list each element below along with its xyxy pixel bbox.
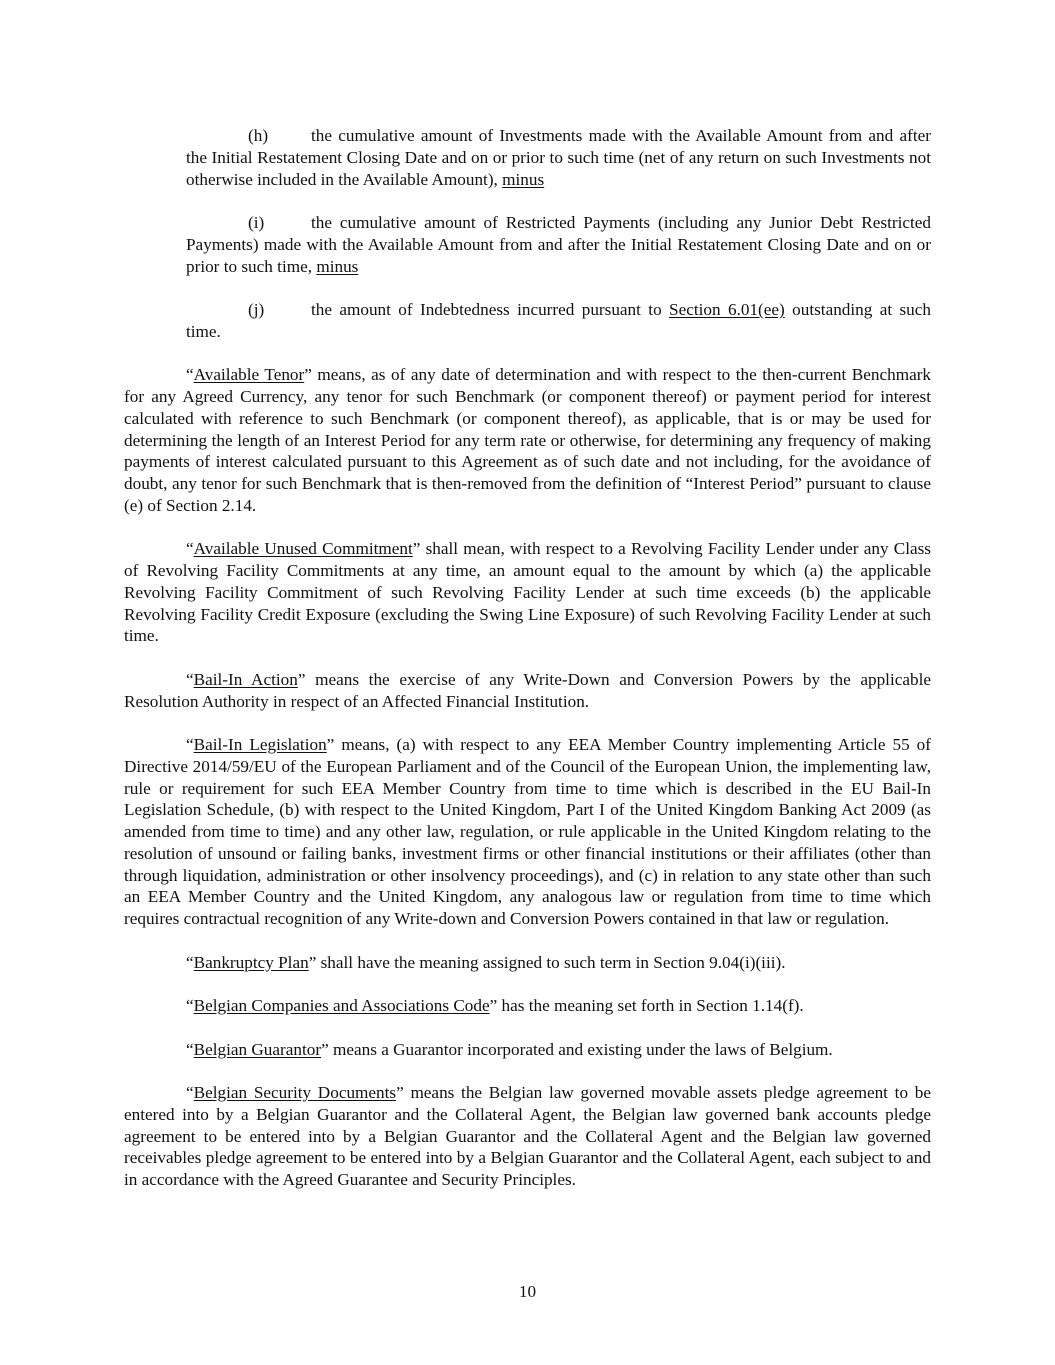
clause-link[interactable]: Section 6.01(ee) — [669, 300, 785, 319]
clause-item — [186, 299, 931, 343]
definition-text: ” means, as of any date of determination and with respect to the then-current Benchmark for any Agreed Currency, any tenor for such Benchmark (or component thereof) or payment period for interest calculated with reference to such Benchmark (or component thereof), as applicable, that is or may be used for determining the length of an Interest Period for any term rate or otherwise, for determining any frequency of making payments of interest calculated pursuant to this Agreement as of such date and not including, for the avoidance of doubt, any tenor for such Benchmark that is then-removed from the definition of “Interest Period” pursuant to clause (e) of Section 2.14. — [124, 365, 932, 515]
page-number: 10 — [518, 1282, 537, 1301]
clause-label: (i) — [248, 213, 265, 232]
defined-term: Belgian Companies and Associations Code — [193, 996, 490, 1015]
defined-term: Bankruptcy Plan — [193, 952, 309, 972]
definition-paragraph — [124, 734, 931, 930]
definition-text: ” means the exercise of any Write-Down and Conversion Powers by the applicable Resolution Authority in respect of an Affected Financial Institution. — [124, 669, 931, 711]
definition-text: ” means a Guarantor incorporated and existing under the laws of Belgium. — [321, 1039, 833, 1059]
defined-term: Available Tenor — [193, 365, 305, 385]
open-quote: “ — [186, 1083, 194, 1102]
definition-paragraph — [124, 995, 931, 1017]
clause-label: (j) — [248, 300, 265, 319]
open-quote: “ — [186, 365, 194, 385]
definition-paragraph — [124, 538, 931, 647]
definition-text: ” means the Belgian law governed movable assets pledge agreement to be entered into by a Belgian Guarantor and the Collateral Agent, the Belgian law governed bank accounts pledge agreement to be entered into by a Belgian Guarantor and the Collateral Agent and the Belgian law governed receivables pledge agreement to be entered into by a Belgian Guarantor and the Collateral Agent, each subject to and in accordance with the Agreed Guarantee and Security Principles. — [124, 1083, 931, 1189]
definition-text: ” shall have the meaning assigned to such term in Section 9.04(i)(iii). — [308, 952, 786, 972]
defined-term: Available Unused Commitment — [193, 539, 413, 559]
definition-paragraph — [124, 1039, 931, 1061]
clause-label: (h) — [248, 126, 269, 145]
open-quote: “ — [186, 952, 194, 972]
definition-text: ” has the meaning set forth in Section 1.14(f). — [489, 996, 804, 1015]
clause-item — [186, 125, 931, 190]
definition-paragraph — [124, 669, 931, 713]
clause-text-after: outstanding at such time. — [186, 300, 932, 341]
clause-text: the cumulative amount of Investments made with the Available Amount from and after the Initial Restatement Closing Date and on or prior to such time (net of any return on such Investments not otherwise included in the Available Amount), — [186, 126, 931, 189]
clause-item — [186, 212, 931, 277]
open-quote: “ — [186, 1039, 194, 1059]
clause-link[interactable]: minus — [502, 169, 545, 189]
clause-text: the cumulative amount of Restricted Payments (including any Junior Debt Restricted Payments) made with the Available Amount from and after the Initial Restatement Closing Date and on or prior to such time, — [186, 213, 931, 276]
open-quote: “ — [186, 735, 194, 754]
definition-list — [124, 364, 931, 1191]
definition-paragraph — [124, 364, 931, 516]
open-quote: “ — [186, 669, 194, 689]
clause-link[interactable]: minus — [316, 256, 359, 276]
clause-text: the amount of Indebtedness incurred pursuant to — [311, 300, 670, 319]
defined-term: Belgian Guarantor — [193, 1039, 322, 1059]
defined-term: Bail-In Legislation — [193, 735, 327, 754]
defined-term: Belgian Security Documents — [193, 1083, 397, 1102]
open-quote: “ — [186, 996, 194, 1015]
defined-term: Bail-In Action — [193, 669, 298, 689]
definition-text: ” shall mean, with respect to a Revolving Facility Lender under any Class of Revolving Facility Commitments at any time, an amount equal to the amount by which (a) the applicable Revolving Facility Commitment of such Revolving Facility Lender at such time exceeds (b) the applicable Revolving Facility Credit Exposure (excluding the Swing Line Exposure) of such Revolving Facility Lender at such time. — [124, 539, 931, 646]
definition-text: ” means, (a) with respect to any EEA Member Country implementing Article 55 of Directive 2014/59/EU of the European Parliament and of the Council of the European Union, the implementing law, rule or requirement for such EEA Member Country from time to time which is described in the EU Bail-In Legislation Schedule, (b) with respect to the United Kingdom, Part I of the United Kingdom Banking Act 2009 (as amended from time to time) and any other law, regulation, or rule applicable in the United Kingdom relating to the resolution of unsound or failing banks, investment firms or other financial institutions or their affiliates (other than through liquidation, administration or other insolvency proceedings), and (c) in relation to any state other than such an EEA Member Country and the United Kingdom, any analogous law or regulation from time to time which requires contractual recognition of any Write-down and Conversion Powers contained in that law or regulation. — [124, 735, 931, 928]
open-quote: “ — [186, 539, 194, 559]
definition-paragraph — [124, 1082, 931, 1191]
clause-list — [124, 125, 931, 343]
definition-paragraph — [124, 952, 931, 974]
document-page — [124, 125, 931, 1213]
